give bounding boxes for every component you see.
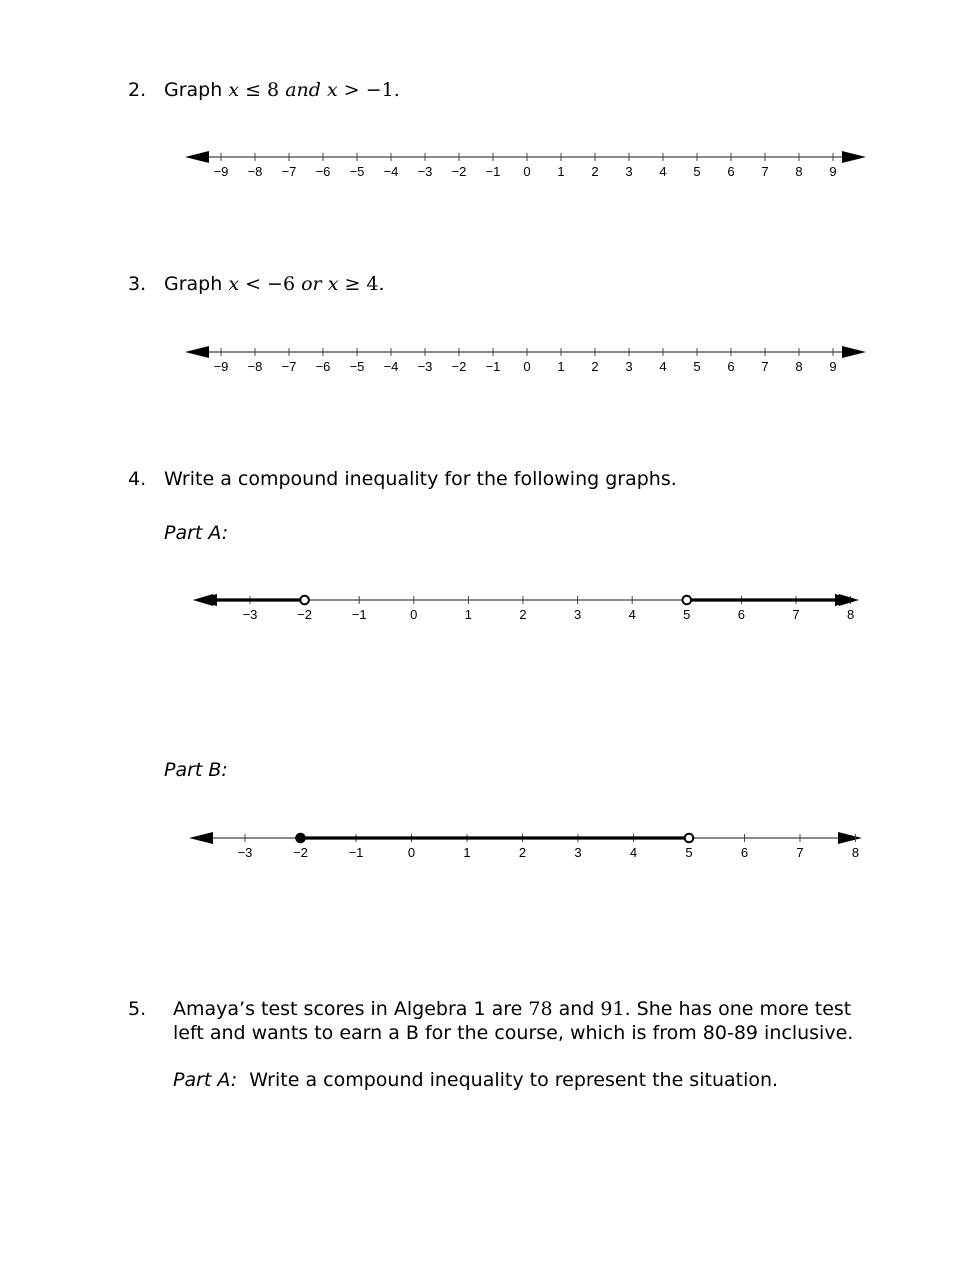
tick-label: 5 [683, 607, 691, 622]
tick-label: 3 [625, 164, 633, 179]
tick-label: 4 [629, 845, 638, 860]
tick-label: 7 [792, 607, 800, 622]
tick-label: 0 [410, 607, 418, 622]
right-arrow-icon [842, 151, 866, 163]
tick-label: 8 [795, 164, 803, 179]
question-text-line-2: left and wants to earn a B for the course, which is from 80-89 inclusive. [173, 1022, 854, 1044]
question-text: Graph x < −6 or x ≥ 4. [164, 273, 385, 295]
question-5-part-a [173, 1068, 778, 1092]
tick-label: −6 [315, 164, 331, 179]
number-line-q2[interactable] [0, 145, 979, 185]
tick-label: −3 [242, 607, 258, 622]
ray-arrow-left-icon [193, 594, 213, 606]
tick-label: 5 [693, 164, 701, 179]
ray-arrow-right-icon [839, 594, 859, 606]
tick-label: 4 [628, 607, 636, 622]
tick-label: −8 [247, 164, 263, 179]
tick-label: 0 [407, 845, 416, 860]
tick-label: −2 [451, 164, 467, 179]
number-line-part-b [0, 826, 979, 866]
tick-label: 6 [740, 845, 749, 860]
question-text: Graph x ≤ 8 and x > −1. [164, 79, 400, 101]
tick-label: 6 [727, 164, 735, 179]
tick-label: 7 [761, 164, 769, 179]
tick-label: 3 [573, 607, 582, 622]
tick-label: 8 [846, 607, 855, 622]
tick-label: 7 [796, 845, 804, 860]
tick-label: 5 [685, 845, 693, 860]
question-text: Write a compound inequality for the following graphs. [164, 468, 677, 490]
tick-label: 5 [693, 359, 701, 374]
open-point [685, 834, 694, 843]
tick-label: 2 [519, 607, 527, 622]
tick-label: −8 [247, 359, 263, 374]
tick-label: 0 [523, 164, 531, 179]
number-line-part-a [0, 588, 979, 628]
tick-label: 3 [574, 845, 582, 860]
tick-label: −1 [348, 845, 364, 860]
left-arrow-icon [189, 832, 213, 844]
tick-label: 1 [557, 359, 565, 374]
tick-label: 9 [829, 359, 837, 374]
part-a-label: Part A: [173, 1069, 238, 1091]
tick-label: 6 [727, 359, 735, 374]
tick-label: −1 [485, 359, 501, 374]
right-arrow-icon [838, 832, 862, 844]
tick-label: 9 [829, 164, 837, 179]
tick-label: 3 [625, 359, 633, 374]
part-a-label: Part A: [164, 522, 229, 544]
closed-point [296, 834, 305, 843]
open-point [683, 596, 692, 605]
question-number: 3. [128, 273, 147, 295]
tick-label: 7 [761, 359, 769, 374]
tick-label: 1 [557, 164, 565, 179]
tick-label: 1 [464, 607, 473, 622]
question-number: 2. [128, 79, 147, 101]
tick-label: −2 [451, 359, 467, 374]
tick-label: 6 [737, 607, 746, 622]
tick-label: −1 [485, 164, 501, 179]
tick-label: 4 [659, 164, 667, 179]
tick-label: 2 [518, 845, 527, 860]
tick-label: 4 [659, 359, 667, 374]
tick-label: −3 [417, 359, 433, 374]
open-point [300, 596, 309, 605]
tick-label: −3 [417, 164, 433, 179]
tick-label: 2 [591, 359, 599, 374]
tick-label: 2 [591, 164, 599, 179]
left-arrow-icon [185, 151, 209, 163]
tick-label: −9 [213, 164, 229, 179]
tick-label: −4 [383, 164, 399, 179]
tick-label: 1 [463, 845, 471, 860]
tick-label: −2 [293, 845, 308, 860]
question-number: 4. [128, 468, 147, 490]
tick-label: −4 [383, 359, 399, 374]
tick-label: −3 [237, 845, 253, 860]
left-arrow-icon [185, 346, 209, 358]
tick-label: −7 [281, 164, 297, 179]
right-arrow-icon [842, 346, 866, 358]
tick-label: −9 [213, 359, 229, 374]
part-b-label: Part B: [164, 759, 228, 781]
tick-label: 8 [795, 359, 803, 374]
question-text-line-1: Amaya’s test scores in Algebra 1 are 78 and 91. She has one more test [173, 998, 852, 1020]
tick-label: 8 [851, 845, 860, 860]
tick-label: 0 [523, 359, 531, 374]
tick-label: −5 [349, 359, 365, 374]
tick-label: −6 [315, 359, 331, 374]
tick-label: −2 [297, 607, 313, 622]
tick-label: −5 [349, 164, 365, 179]
question-number: 5. [128, 998, 147, 1020]
tick-label: −7 [281, 359, 297, 374]
number-line-q3[interactable] [0, 340, 979, 380]
tick-label: −1 [351, 607, 367, 622]
part-a-text: Write a compound inequality to represent the situation. [249, 1069, 779, 1091]
